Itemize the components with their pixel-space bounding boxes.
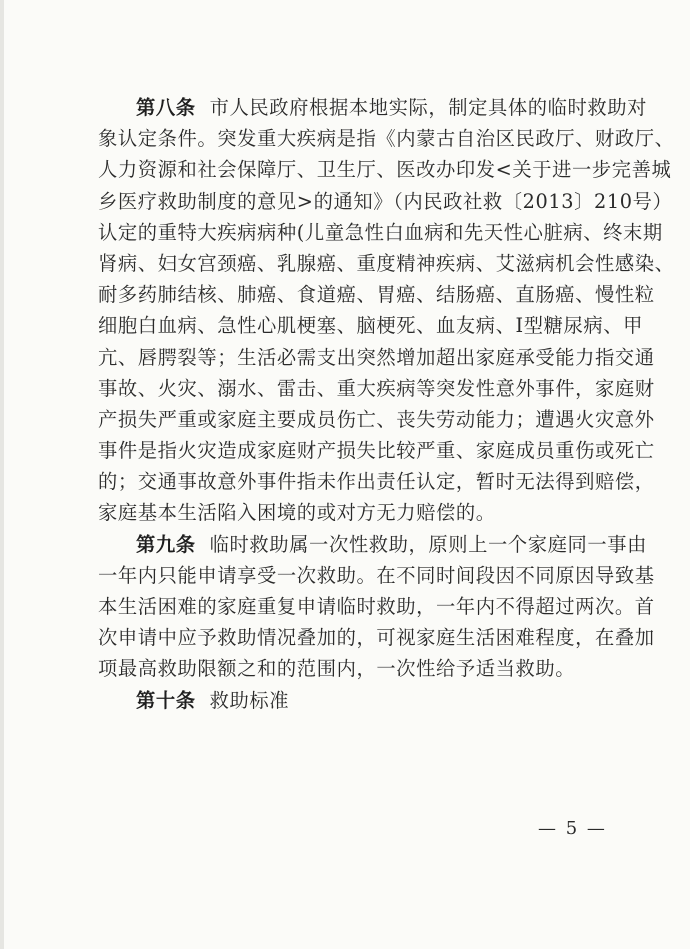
article-8-line-3: 人力资源和社会保障厅、卫生厅、医改办印发<关于进一步完善城 [98, 158, 672, 182]
article-10-heading: 第十条 [136, 688, 196, 712]
article-8-line-9: 亢、唇腭裂等；生活必需支出突然增加超出家庭承受能力指交通 [98, 345, 655, 369]
article-9-line-3: 本生活困难的家庭重复申请临时救助，一年内不得超过两次。首 [98, 595, 655, 618]
article-8-line-1: 第八条 市人民政府根据本地实际，制定具体的临时救助对 [136, 96, 648, 119]
article-8-line-10: 事故、火灾、溺水、雷击、重大疾病等突发性意外事件，家庭财 [98, 376, 655, 400]
article-8-line-2: 象认定条件。突发重大疾病是指《内蒙古自治区民政厅、财政厅、 [98, 127, 675, 151]
article-8-line-8: 细胞白血病、急性心肌梗塞、脑梗死、血友病、I型糖尿病、甲 [98, 314, 644, 338]
article-8-line-4: 乡医疗救助制度的意见>的通知》（内民政社救〔2013〕210号） [98, 189, 673, 213]
article-9-line-5: 项最高救助限额之和的范围内，一次性给予适当救助。 [98, 657, 576, 681]
article-8-line-7: 耐多药肺结核、肺癌、食道癌、胃癌、结肠癌、直肠癌、慢性粒 [98, 283, 655, 307]
article-8-line-11: 产损失严重或家庭主要成员伤亡、丧失劳动能力；遭遇火灾意外 [98, 407, 655, 431]
article-9-line-1: 第九条 临时救助属一次性救助，原则上一个家庭同一事由 [136, 532, 648, 556]
article-8-heading: 第八条 [136, 96, 196, 119]
scan-edge [0, 0, 4, 949]
article-10-line-1: 第十条 救助标准 [136, 688, 290, 712]
page-number: — 5 — [538, 818, 607, 839]
article-8-line-14: 家庭基本生活陷入困境的或对方无力赔偿的。 [98, 501, 496, 525]
article-9-heading: 第九条 [136, 532, 196, 556]
article-8-line-5: 认定的重特大疾病病种(儿童急性白血病和先天性心脏病、终末期 [98, 220, 663, 244]
article-8-line-13: 的；交通事故意外事件指未作出责任认定，暂时无法得到赔偿， [98, 470, 655, 494]
article-8-line-12: 事件是指火灾造成家庭财产损失比较严重、家庭成员重伤或死亡 [98, 439, 655, 463]
article-9-line-2: 一年内只能申请享受一次救助。在不同时间段因不同原因导致基 [98, 563, 655, 587]
document-body [98, 92, 675, 716]
article-9-line-4: 次申请中应予救助情况叠加的，可视家庭生活困难程度，在叠加 [98, 626, 655, 650]
article-8-line-6: 肾病、妇女宫颈癌、乳腺癌、重度精神疾病、艾滋病机会性感染、 [98, 251, 675, 275]
